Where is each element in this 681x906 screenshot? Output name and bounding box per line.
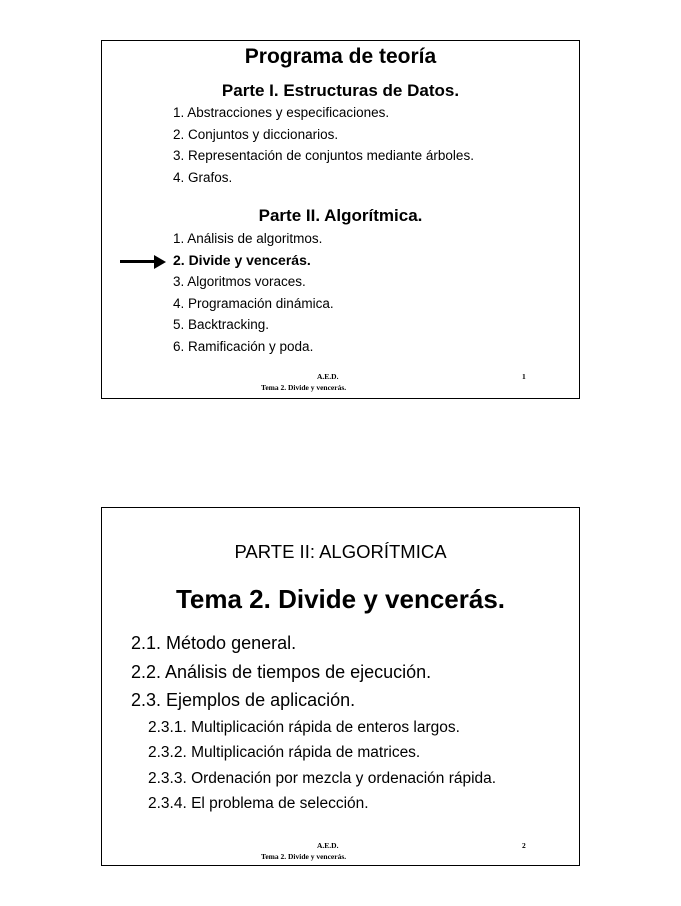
part-1-heading: Parte I. Estructuras de Datos. <box>221 81 460 100</box>
sub-list-item: 2.3.1. Multiplicación rápida de enteros largos. <box>148 718 460 736</box>
list-item: 6. Ramificación y poda. <box>173 338 314 354</box>
sub-list-item: 2.3.2. Multiplicación rápida de matrices. <box>148 744 421 761</box>
topic-title: Tema 2. Divide y vencerás. <box>175 584 506 614</box>
list-item: 2.3. Ejemplos de aplicación. <box>131 690 356 710</box>
part-1-topic-list <box>173 102 474 188</box>
footer-subtitle: Tema 2. Divide y vencerás. <box>261 852 347 861</box>
section-list <box>131 629 496 817</box>
part-2-heading: Parte II. Algorítmica. <box>258 206 423 225</box>
right-arrow-icon <box>120 255 166 269</box>
list-item: 2.2. Análisis de tiempos de ejecución. <box>131 661 432 682</box>
part-2-topic-list <box>173 228 334 357</box>
list-item: 4. Programación dinámica. <box>173 295 334 311</box>
list-item: 1. Abstracciones y especificaciones. <box>173 105 390 120</box>
page-number: 1 <box>522 372 526 381</box>
page-number: 2 <box>522 841 526 850</box>
list-item: 3. Representación de conjuntos mediante árboles. <box>173 148 474 163</box>
list-item: 5. Backtracking. <box>173 317 270 332</box>
course-code: A.E.D. <box>317 372 339 381</box>
footer-subtitle: Tema 2. Divide y vencerás. <box>261 383 347 392</box>
sub-list-item: 2.3.3. Ordenación por mezcla y ordenación rápida. <box>148 769 497 787</box>
course-code: A.E.D. <box>317 841 339 850</box>
list-item: 2.1. Método general. <box>131 633 297 653</box>
slide-2 <box>101 507 580 866</box>
sub-list-item: 2.3.4. El problema de selección. <box>148 795 369 812</box>
current-topic-item: 2. Divide y vencerás. <box>173 251 311 268</box>
slide-title: Programa de teoría <box>244 45 437 68</box>
list-item: 3. Algoritmos voraces. <box>173 274 306 289</box>
list-item: 2. Conjuntos y diccionarios. <box>173 126 339 142</box>
list-item: 4. Grafos. <box>173 169 233 185</box>
list-item: 1. Análisis de algoritmos. <box>173 231 323 246</box>
slide-1 <box>101 40 580 399</box>
part-heading: PARTE II: ALGORÍTMICA <box>234 541 447 562</box>
